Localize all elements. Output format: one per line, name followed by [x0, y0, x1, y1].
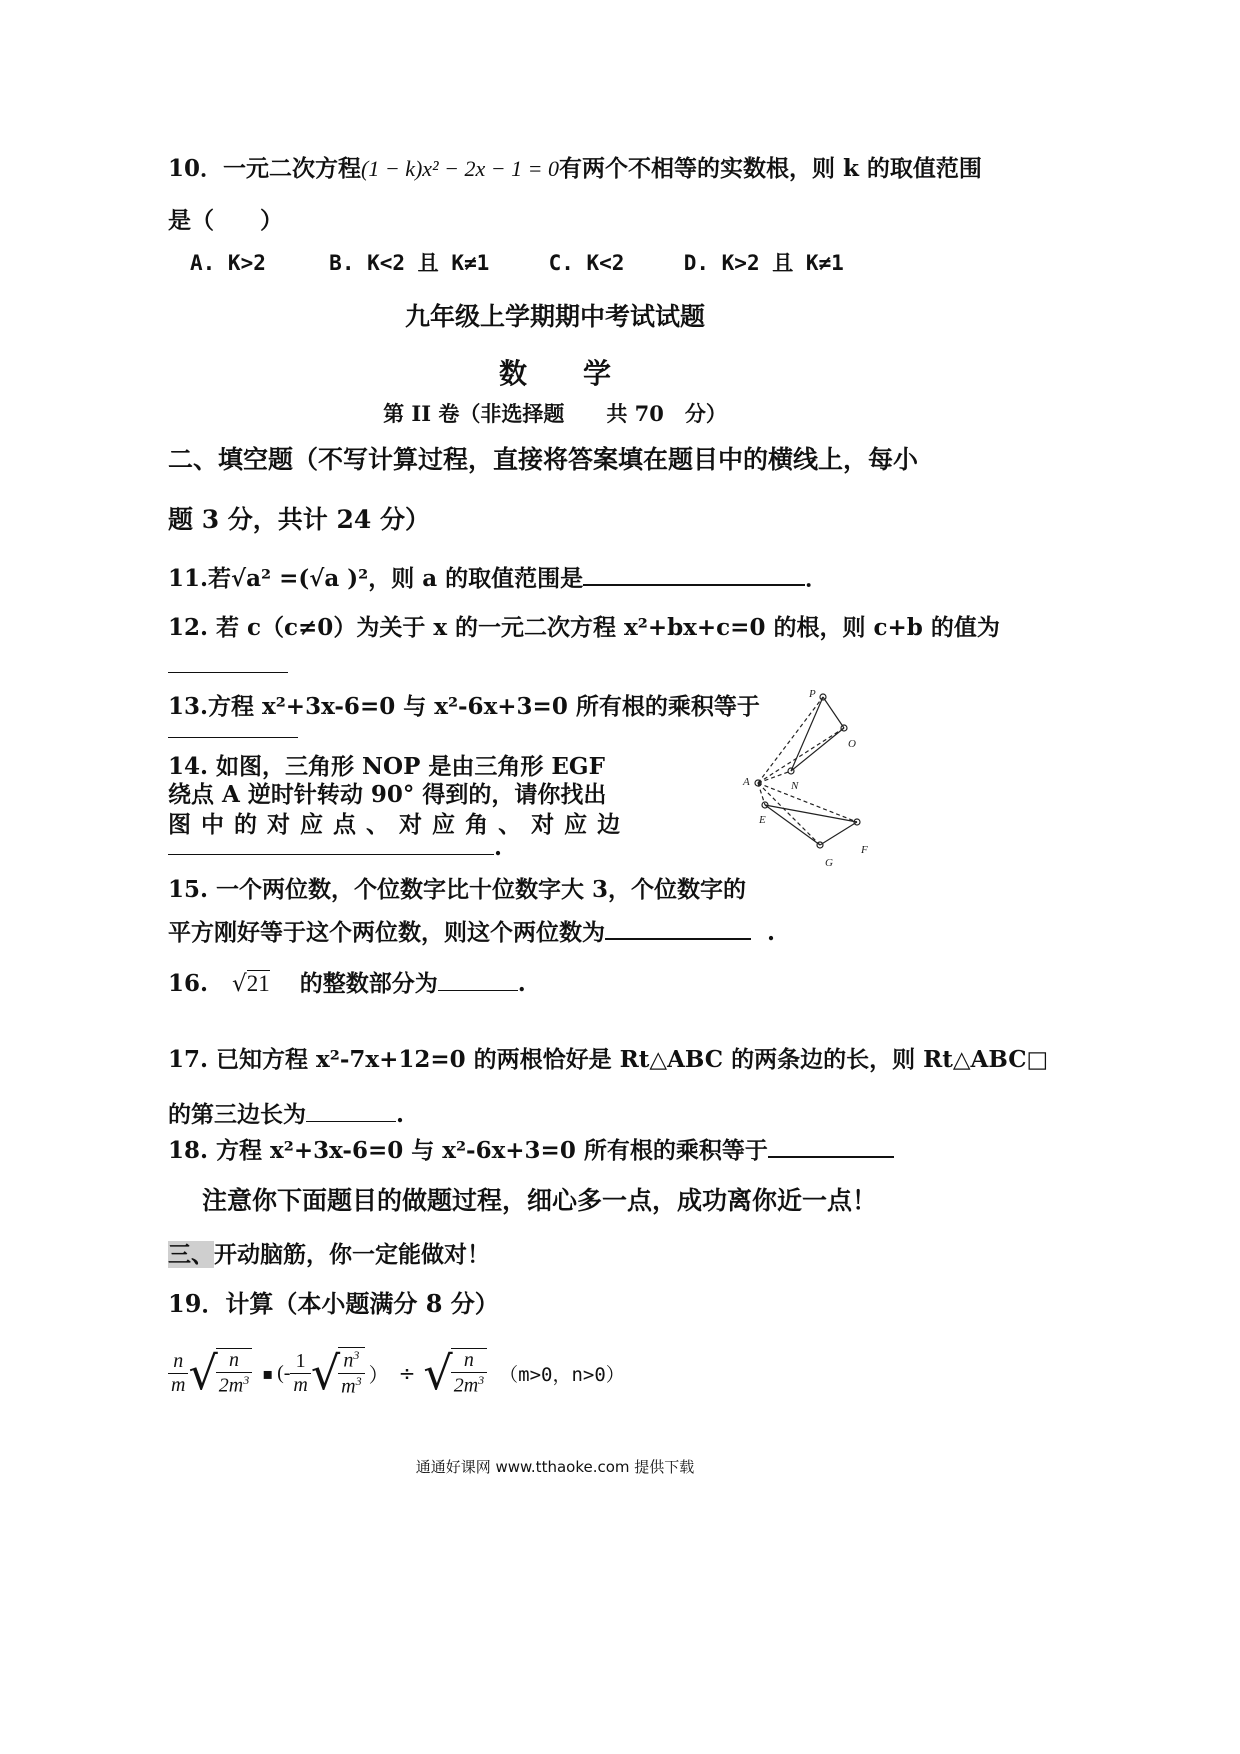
q16-end: .	[517, 970, 526, 997]
q19-condition: （m>0，n>0）	[499, 1363, 625, 1386]
q10-line2: 是（ ）	[168, 207, 283, 234]
edge-eg	[765, 805, 820, 845]
label-f: F	[861, 844, 868, 856]
q14-end: .	[494, 834, 503, 861]
q16-answer-blank[interactable]	[438, 990, 518, 991]
q14-line3: 图 中 的 对 应 点 、 对 应 角 、 对 应 边	[168, 811, 622, 838]
q10-prefix: 10．一元二次方程	[168, 155, 362, 182]
label-o: O	[848, 738, 856, 750]
label-e: E	[759, 814, 766, 826]
q16-number: 16.	[168, 970, 209, 997]
q17-text: 的第三边长为	[168, 1101, 306, 1128]
q10-option-a: A. K>2	[190, 251, 266, 275]
ray-ao	[758, 728, 844, 783]
q10-suffix: 有两个不相等的实数根，则 k 的取值范围	[558, 155, 982, 182]
fraction-n-over-2m3: $\frac{n}{2m^3}$	[216, 1349, 252, 1398]
radical-sign-icon: √	[423, 1346, 453, 1400]
q10-option-d: D. K>2 且 K≠1	[683, 251, 844, 275]
section2-heading-line2: 题 3 分，共计 24 分）	[168, 505, 431, 534]
exam-title: 九年级上学期期中考试试题	[404, 302, 705, 331]
q12-answer-blank[interactable]	[168, 672, 288, 673]
fraction-n-over-m: $\frac{n}{m}$	[168, 1350, 188, 1397]
q11-text: 11.若√a² =(√a )²，则 a 的取值范围是	[168, 565, 584, 592]
section3-heading	[168, 1236, 490, 1269]
q18-text: 18. 方程 x²+3x-6=0 与 x²-6x+3=0 所有根的乘积等于	[168, 1137, 768, 1164]
radical-sign-icon: √	[310, 1346, 341, 1400]
q14-line1: 14. 如图，三角形 NOP 是由三角形 EGF	[168, 753, 605, 780]
q10-option-b: B. K<2 且 K≠1	[329, 251, 490, 275]
q18-answer-blank[interactable]	[768, 1156, 894, 1158]
q19-title: 19．计算（本小题满分 8 分）	[168, 1289, 499, 1318]
footer-credit: 通通好课网 www.tthaoke.com 提供下载	[415, 1458, 695, 1476]
q14-answer-line	[168, 834, 502, 861]
q17-line2	[168, 1096, 404, 1129]
q16-radicand: 21	[246, 971, 270, 996]
fraction-1-over-m: $\frac{1}{m}$	[290, 1350, 310, 1397]
fraction-n3-over-m3: $\frac{n^3}{m^3}$	[338, 1348, 364, 1398]
q14-answer-blank[interactable]	[168, 854, 494, 855]
q11	[168, 560, 828, 593]
rotation-figure	[735, 685, 885, 875]
q10-line1	[168, 150, 982, 183]
q13-text: 13.方程 x²+3x-6=0 与 x²-6x+3=0 所有根的乘积等于	[168, 693, 760, 720]
edge-gf	[820, 822, 857, 845]
section3-label: 三、	[168, 1241, 214, 1268]
edge-on	[791, 728, 844, 771]
ray-af	[758, 783, 857, 822]
q14-line2: 绕点 A 逆时针转动 90° 得到的，请你找出	[168, 781, 607, 808]
edge-np	[791, 697, 823, 771]
q19-expression	[168, 1338, 625, 1408]
edge-ef	[765, 805, 857, 822]
q16	[168, 965, 526, 998]
label-g: G	[825, 857, 833, 869]
q17-answer-blank[interactable]	[306, 1121, 396, 1122]
q15-answer-blank[interactable]	[605, 938, 751, 940]
divide-icon: ÷	[398, 1361, 416, 1385]
close-paren: ）	[368, 1364, 389, 1387]
q15-end: .	[767, 919, 776, 946]
radical-sign-icon: √	[232, 971, 247, 997]
volume-title: 第 II 卷（非选择题 共 70 分）	[383, 401, 727, 426]
q18	[168, 1132, 894, 1165]
q17-end: .	[396, 1101, 405, 1128]
q17-line1: 17. 已知方程 x²-7x+12=0 的两根恰好是 Rt△ABC 的两条边的长，则 Rt△ABC□	[168, 1046, 1049, 1073]
section3-text: 开动脑筋，你一定能做对！	[214, 1241, 490, 1268]
multiply-dot-icon: ▪	[262, 1363, 274, 1383]
subject-title: 数 学	[498, 357, 611, 390]
label-a: A	[743, 776, 750, 788]
ray-ap	[758, 697, 823, 783]
radical-sign-icon: √	[188, 1346, 218, 1400]
q12-text: 12. 若 c（c≠0）为关于 x 的一元二次方程 x²+bx+c=0 的根，则 c+b 的值为	[168, 614, 1000, 641]
q15-line2	[168, 914, 775, 947]
q10-option-c: C. K<2	[548, 251, 625, 275]
fraction-n-over-2m3-b: $\frac{n}{2m^3}$	[451, 1349, 487, 1398]
q15-line1: 15. 一个两位数，个位数字比十位数字大 3，个位数字的	[168, 876, 747, 903]
edge-po	[823, 697, 844, 728]
q13-answer-blank[interactable]	[168, 737, 298, 738]
q11-end: ．	[805, 565, 829, 592]
label-n: N	[791, 780, 799, 792]
q10-equation: (1 − k)x² − 2x − 1 = 0	[361, 156, 559, 181]
open-paren: (-	[277, 1361, 291, 1384]
q15-text: 平方刚好等于这个两位数，则这个两位数为	[168, 919, 605, 946]
section2-heading-line1: 二、填空题（不写计算过程，直接将答案填在题目中的横线上，每小	[168, 445, 919, 474]
encouragement-note: 注意你下面题目的做题过程，细心多一点，成功离你近一点！	[202, 1186, 878, 1215]
q16-text: 的整数部分为	[299, 970, 438, 997]
q11-answer-blank[interactable]	[583, 584, 805, 586]
label-p: P	[809, 688, 816, 700]
q10-options	[190, 247, 844, 277]
